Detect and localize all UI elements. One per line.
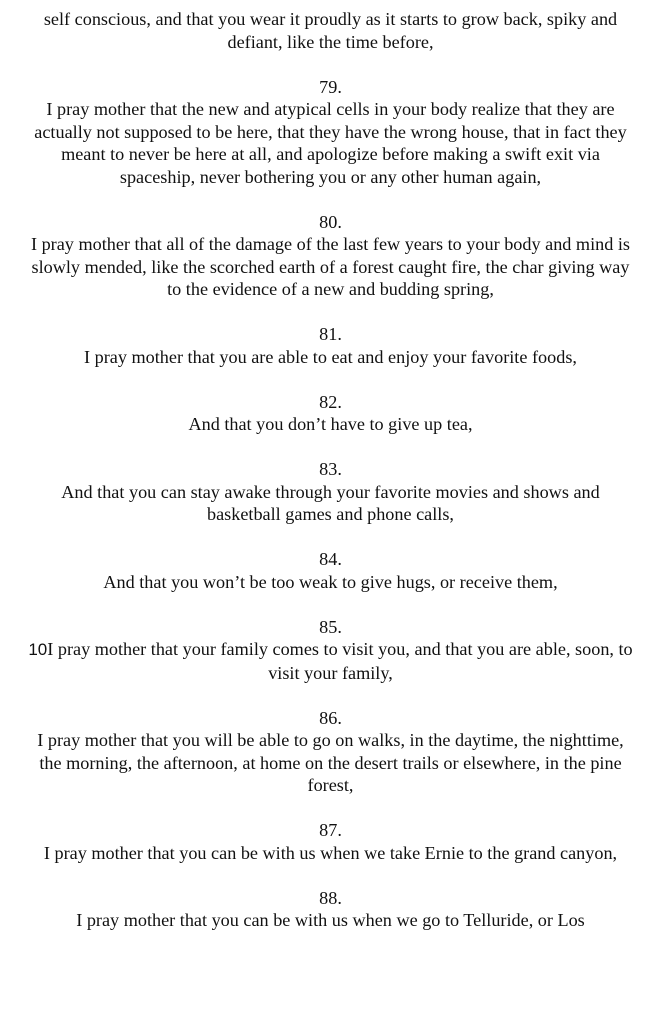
stanza-text: I pray mother that you are able to eat and enjoy your favorite foods, bbox=[84, 346, 577, 367]
stanza-number: 87. bbox=[319, 820, 342, 840]
stanza-84 bbox=[28, 548, 633, 593]
stanza-81 bbox=[28, 323, 633, 368]
stanza-88 bbox=[28, 887, 633, 932]
stanza-number: 82. bbox=[319, 391, 342, 412]
stanza-number: 79. bbox=[319, 76, 342, 97]
intro-paragraph bbox=[28, 8, 633, 53]
stanza-text: And that you can stay awake through your favorite movies and shows and basketball games and phone calls, bbox=[61, 481, 600, 524]
stanza-prefix: 10 bbox=[28, 640, 48, 659]
stanza-text: I pray mother that all of the damage of the last few years to your body and mind is slowly mended, like the scorched earth of a forest caught fire, the char giving way to the evidence of a new and budding spring, bbox=[30, 234, 630, 299]
stanza-text: I pray mother that your family comes to visit you, and that you are able, soon, to visit your family, bbox=[47, 639, 633, 683]
stanza-text: I pray mother that the new and atypical cells in your body realize that they are actually not supposed to be here, that they have the wrong house, that in fact they meant to never be here at all, and apologize before making a swift exit via spaceship, never bothering you or any other human again, bbox=[34, 99, 627, 187]
stanza-82 bbox=[28, 391, 633, 436]
stanza-83 bbox=[28, 458, 633, 526]
stanza-number: 88. bbox=[319, 887, 342, 908]
stanza-text: I pray mother that you can be with us when we take Ernie to the grand canyon, bbox=[43, 842, 618, 863]
stanza-number: 83. bbox=[319, 459, 342, 479]
stanza-80 bbox=[28, 211, 633, 301]
intro-text: self conscious, and that you wear it proudly as it starts to grow back, spiky and defiant, like the time before, bbox=[43, 9, 618, 52]
stanza-text: And that you don’t have to give up tea, bbox=[188, 414, 473, 434]
stanza-87 bbox=[28, 819, 633, 864]
stanza-number: 85. bbox=[319, 616, 342, 637]
stanza-85 bbox=[28, 616, 633, 685]
stanza-86 bbox=[28, 707, 633, 797]
stanza-text: I pray mother that you can be with us when we go to Telluride, or Los bbox=[76, 910, 585, 930]
stanza-number: 86. bbox=[319, 707, 342, 728]
stanza-number: 84. bbox=[319, 549, 342, 569]
stanza-79 bbox=[28, 76, 633, 189]
stanza-text-line bbox=[28, 638, 633, 684]
stanza-number: 81. bbox=[319, 324, 342, 344]
stanza-text: I pray mother that you will be able to go on walks, in the daytime, the nighttime, the morning, the afternoon, at home on the desert trails or elsewhere, in the pine forest, bbox=[37, 730, 624, 795]
stanza-number: 80. bbox=[319, 211, 342, 232]
stanza-text: And that you won’t be too weak to give hugs, or receive them, bbox=[103, 571, 558, 592]
